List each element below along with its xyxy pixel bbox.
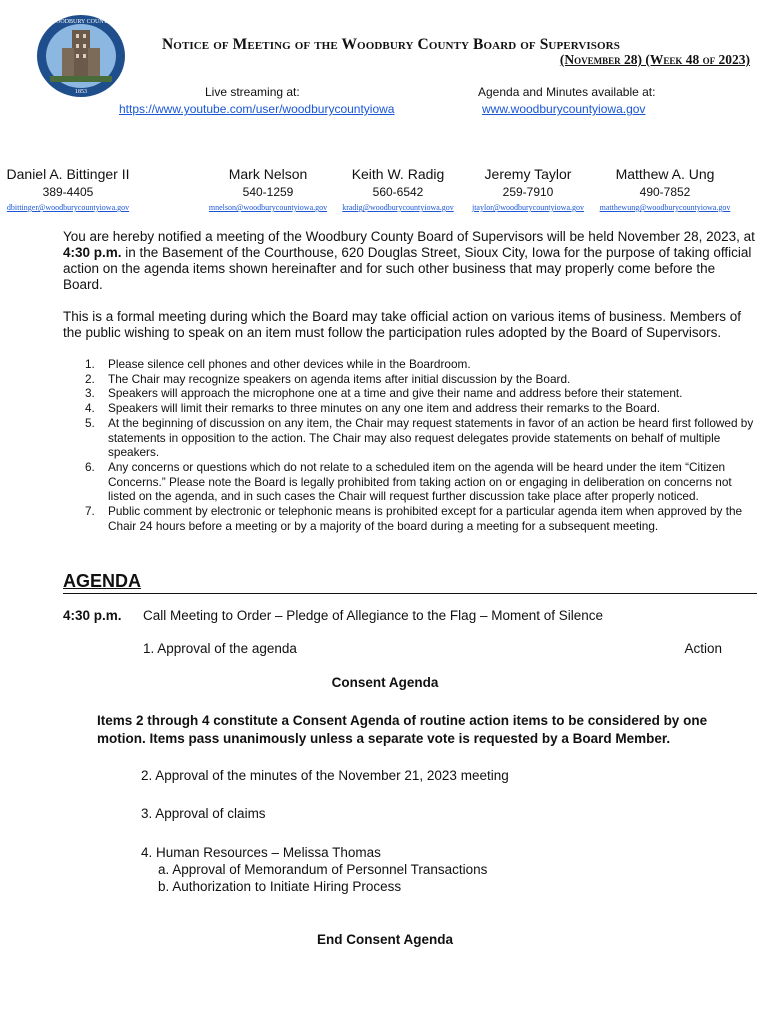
streaming-label: Live streaming at: (205, 85, 300, 99)
agenda-item-3: 3. Approval of claims (141, 806, 266, 821)
member-phone: 560-6542 (372, 185, 424, 199)
agenda-heading: AGENDA (63, 571, 142, 591)
call-to-order: Call Meeting to Order – Pledge of Allegiance to the Flag – Moment of Silence (143, 608, 604, 623)
agenda-item-4: 4. Human Resources – Melissa Thomas (141, 845, 381, 860)
board-members (6, 166, 740, 214)
formal-meeting-paragraph: This is a formal meeting during which the Board may take official action on various items of business. Members of the public wishing to speak on an item must follow the participation rules adopted by the Board of Supervisors. (63, 309, 742, 340)
list-item: 1. Please silence cell phones and other devices while in the Boardroom. (85, 357, 471, 371)
member-phone: 540-1259 (242, 185, 294, 199)
member-name: Jeremy Taylor (484, 166, 572, 182)
board-member (597, 166, 733, 212)
board-member (460, 166, 596, 212)
agenda-item-1-action: Action (684, 641, 722, 656)
list-item: 6. Any concerns or questions which do not relate to a scheduled item on the agenda will be heard under the item “Citizen Concerns.” Please note the Board is legally prohibited from taking action on or engaging in deliberation on concerns not listed on the agenda, and in such cases the Chair will request further discussion take place after properly noticed. (85, 459, 732, 504)
member-name: Matthew A. Ung (615, 166, 715, 182)
meeting-notice-paragraph (63, 229, 757, 293)
meeting-date-week: (November 28) (Week 48 of 2023) (559, 52, 750, 67)
board-member (200, 166, 336, 212)
member-name: Keith W. Radig (351, 166, 445, 182)
end-consent-agenda: End Consent Agenda (316, 932, 453, 947)
consent-agenda-heading: Consent Agenda (331, 675, 439, 690)
list-item: 7. Public comment by electronic or telephonic means is prohibited except for a particular agenda item when approved by the Chair 24 hours before a meeting or by a majority of the board during a meeting for a subsequent meeting. (85, 504, 743, 533)
member-name: Mark Nelson (228, 166, 308, 182)
member-name: Daniel A. Bittinger II (6, 166, 130, 182)
agenda-time: 4:30 p.m. (63, 608, 122, 623)
agenda-item-4b: b. Authorization to Initiate Hiring Process (158, 879, 402, 894)
agenda-item-2: 2. Approval of the minutes of the November 21, 2023 meeting (141, 768, 509, 783)
agenda-minutes-label: Agenda and Minutes available at: (478, 85, 656, 99)
list-item: 5. At the beginning of discussion on any item, the Chair may request statements in favor of an action be heard first followed by statements in opposition to the action. The Chair may also request delegates provide statements on behalf of multiple speakers. (85, 415, 754, 460)
list-item: 3. Speakers will approach the microphone one at a time and give their name and address before their statement. (85, 386, 683, 401)
member-phone: 490-7852 (639, 185, 691, 199)
member-phone: 259-7910 (502, 185, 554, 199)
member-phone: 389-4405 (42, 185, 94, 199)
board-member (330, 166, 466, 212)
notice-text: You are hereby notified a meeting of the Woodbury County Board of Supervisors will be held November 28, 2023, at (63, 229, 755, 244)
notice-text-continued: in the Basement of the Courthouse, 620 Douglas Street, Sioux City, Iowa for the purpose of taking official action on the agenda items shown hereinafter and for such other business that may properly come before the Board. (63, 245, 752, 292)
seal-top-text: WOODBURY COUNTY (50, 19, 112, 25)
county-website-link[interactable]: www.woodburycountyiowa.gov (482, 102, 646, 116)
county-seal-logo (36, 14, 126, 98)
youtube-link[interactable]: https://www.youtube.com/user/woodburycountyiowa (119, 102, 395, 116)
participation-rules (63, 357, 755, 533)
member-email-link[interactable]: jtaylor@woodburycountyiowa.gov (471, 203, 584, 212)
agenda-item-4a: a. Approval of Memorandum of Personnel Transactions (158, 862, 488, 877)
board-member (0, 166, 136, 212)
consent-agenda-note: Items 2 through 4 constitute a Consent Agenda of routine action items to be considered by one motion. Items pass unanimously unless a separate vote is requested by a Board Member. (97, 713, 708, 746)
list-item: 2. The Chair may recognize speakers on agenda items after initial discussion by the Board. (85, 371, 571, 386)
list-item: 4. Speakers will limit their remarks to three minutes on any one item and address their remarks to the Board. (85, 401, 661, 416)
member-email-link[interactable]: kradig@woodburycountyiowa.gov (342, 203, 454, 212)
member-email-link[interactable]: mnelson@woodburycountyiowa.gov (208, 203, 328, 212)
page-title: Notice of Meeting of the Woodbury County Board of Supervisors (162, 36, 620, 53)
seal-bottom-text: 1853 (75, 89, 87, 95)
notice-time: 4:30 p.m. (63, 245, 122, 260)
agenda-divider (63, 593, 757, 594)
member-email-link[interactable]: dbittinger@woodburycountyiowa.gov (6, 203, 130, 212)
agenda-item-1: 1. Approval of the agenda (143, 641, 297, 656)
member-email-link[interactable]: matthewung@woodburycountyiowa.gov (599, 203, 731, 212)
